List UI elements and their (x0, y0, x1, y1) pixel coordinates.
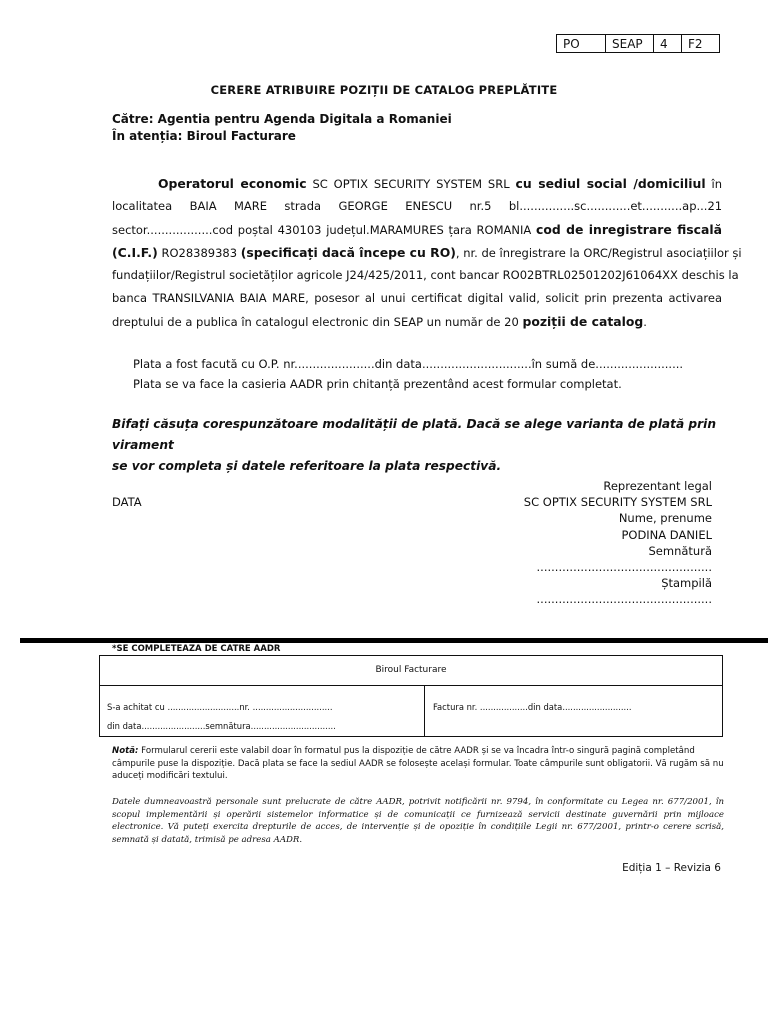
bold-text-run: (C.I.F.) (112, 245, 158, 260)
billing-office-title: Biroul Facturare (100, 656, 722, 686)
text-run: banca TRANSILVANIA BAIA MARE, posesor al unui certificat digital valid, solicit prin prezenta activarea (112, 291, 722, 305)
addressee-to: Către: Agentia pentru Agenda Digitala a Romaniei (112, 112, 452, 126)
instruction-line: se vor completa și datele referitoare la plata respectivă. (112, 459, 502, 473)
bold-text-run: cu sediul social /domiciliul (515, 176, 706, 191)
date-label: DATA (112, 495, 142, 509)
request-paragraph (112, 176, 742, 346)
code-cell-seap: SEAP (606, 35, 654, 53)
text-run: . (643, 315, 647, 329)
text-run: SC OPTIX SECURITY SYSTEM SRL (312, 177, 510, 191)
text-run: bl...............sc............et...........ap...21 (508, 199, 723, 213)
text-run: ENESCU (405, 199, 453, 213)
text-run: , nr. de înregistrare la ORC/Registrul asociațiilor și (455, 246, 742, 260)
text-run: BAIA (189, 199, 217, 213)
paid-date-signature-field[interactable]: din data........................semnătura................................ (107, 721, 336, 731)
payment-cashier-line: Plata se va face la casieria AADR prin chitanță prezentând acest formular completat. (133, 377, 622, 391)
box-divider (424, 686, 425, 736)
text-run: fundațiilor/Registrul societăților agricole J24/425/2011, cont bancar RO02BTRL02501202J61064XX deschis la (112, 268, 739, 282)
bold-text-run: poziții de catalog (522, 314, 644, 329)
text-run: sector..................cod poștal 430103 județul.MARAMURES țara ROMANIA (112, 223, 532, 237)
paragraph-line (112, 291, 722, 314)
text-run: nr.5 (469, 199, 492, 213)
document-title: CERERE ATRIBUIRE POZIȚII DE CATALOG PREPLĂTITE (210, 83, 558, 97)
text-run: MARE (233, 199, 268, 213)
paragraph-line (112, 199, 722, 222)
text-run: dreptului de a publica în catalogul electronic din SEAP un număr de 20 (112, 315, 519, 329)
legal-representative-label: Reprezentant legal (603, 479, 712, 493)
signature-label: Semnătură (648, 543, 712, 558)
code-cell-po: PO (557, 35, 606, 53)
paragraph-line (112, 268, 739, 291)
paragraph-line (112, 222, 722, 245)
text-run: strada (284, 199, 322, 213)
bold-text-run: (specificați dacă începe cu RO) (240, 245, 456, 260)
company-name: SC OPTIX SECURITY SYSTEM SRL (523, 495, 712, 510)
aadr-billing-box (99, 655, 723, 737)
note-text: Formularul cererii este valabil doar în formatul pus la dispoziție de către AADR și se va încadra într-o singură pagină completând câmpurile puse la dispoziție. Dacă plata se face la sediul AADR se folosește același formular. Toate câmpurile sunt obligatorii. Vă rugăm să nu aduceți modificări textului. (112, 746, 724, 782)
stamp-field[interactable]: ................................................ (536, 592, 712, 607)
paid-with-field[interactable]: S-a achitat cu ...........................nr. .............................. (107, 702, 333, 712)
section-divider (20, 638, 768, 643)
code-cell-form: F2 (682, 35, 720, 53)
edition-revision: Ediția 1 – Revizia 6 (622, 862, 721, 874)
aadr-section-label: *SE COMPLETEAZA DE CATRE AADR (112, 644, 281, 654)
signature-block (524, 478, 712, 608)
addressee-attention: În atenția: Biroul Facturare (112, 129, 296, 143)
paragraph-line (158, 176, 722, 199)
privacy-notice: Datele dumneavoastră personale sunt prelucrate de către AADR, potrivit notificării nr. 9794, în conformitate cu Legea nr. 677/2001, în scopul implementării și operării sistemelor informatice și de comunicații ce furnizează servicii destinate guvernării prin mijloace electronice. Vă puteți exercita drepturile de acces, de intervenție și de opoziție în condițiile Legii nr. 677/2001, printr-o cerere scrisă, semnată și datată, trimisă pe adresa AADR. (112, 797, 724, 845)
code-cell-number: 4 (654, 35, 682, 53)
text-run: RO28389383 (161, 246, 238, 260)
text-run: localitatea (112, 199, 173, 213)
note-label: Notă: (112, 746, 139, 756)
text-run: GEORGE (338, 199, 388, 213)
form-code-table (556, 34, 720, 53)
bold-text-run: cod de inregistrare fiscală (536, 222, 722, 237)
paragraph-line (112, 314, 722, 337)
signature-field[interactable]: ................................................ (536, 559, 712, 574)
payment-instructions (112, 414, 732, 477)
bold-text-run: Operatorul economic (158, 176, 307, 191)
text-run: în (711, 177, 723, 191)
paragraph-line (112, 245, 742, 268)
name-label: Nume, prenume (618, 511, 712, 526)
invoice-field[interactable]: Factura nr. ..................din data.......................... (433, 702, 632, 712)
representative-name: PODINA DANIEL (621, 527, 712, 542)
payment-op-line: Plata a fost facută cu O.P. nr......................din data..............................în sumă de........................ (133, 357, 684, 371)
instruction-line: Bifați căsuța corespunzătoare modalității de plată. Dacă se alege varianta de plată prin virament (112, 417, 716, 452)
stamp-label: Ștampilă (661, 576, 712, 591)
form-note (112, 745, 724, 783)
